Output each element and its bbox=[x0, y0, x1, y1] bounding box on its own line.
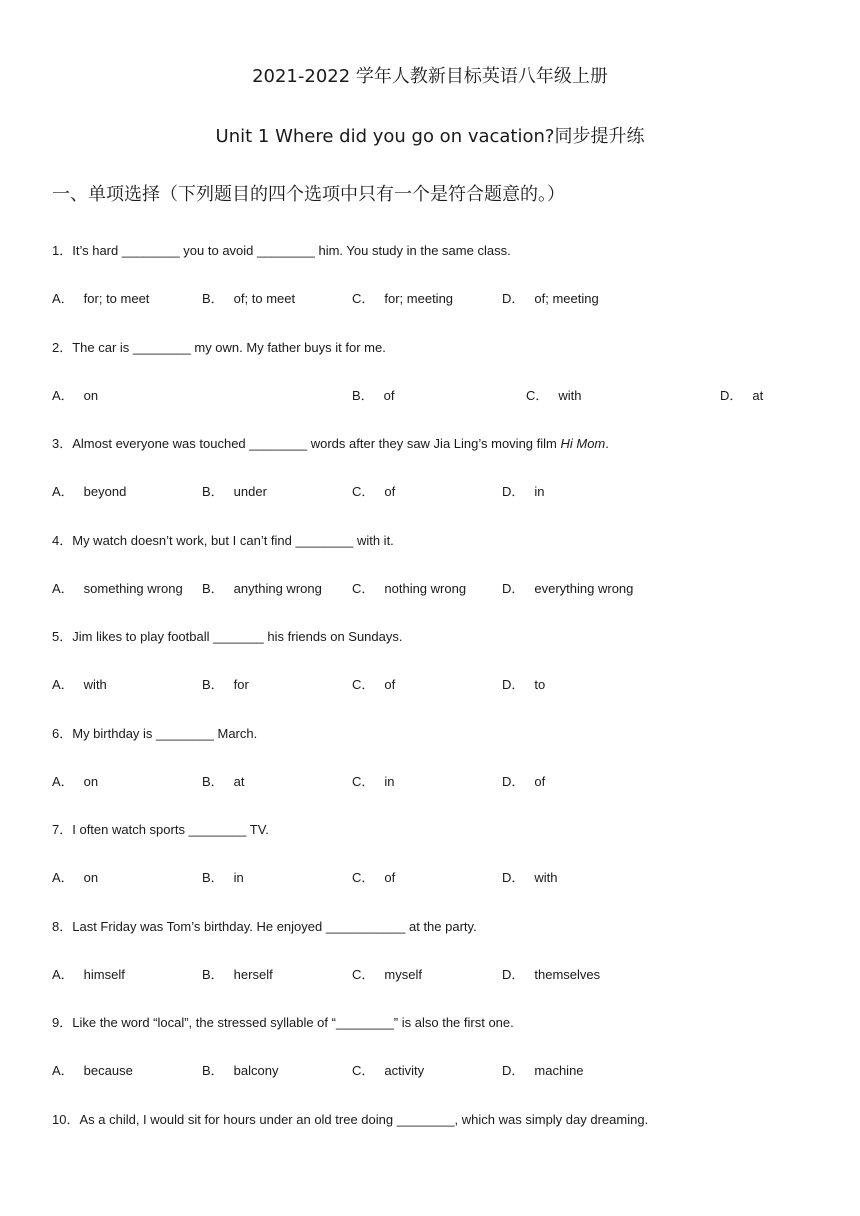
option-letter: B． bbox=[352, 388, 374, 403]
option-text: on bbox=[83, 388, 99, 403]
question-9 bbox=[52, 1012, 514, 1031]
option-text: myself bbox=[384, 967, 422, 982]
option-letter: D． bbox=[502, 291, 525, 306]
question-7 bbox=[52, 819, 269, 838]
option-b[interactable] bbox=[202, 481, 267, 500]
option-text: with bbox=[558, 388, 582, 403]
option-c[interactable] bbox=[352, 771, 395, 790]
option-a[interactable] bbox=[52, 674, 107, 693]
option-d[interactable] bbox=[502, 1060, 584, 1079]
option-text: everything wrong bbox=[534, 581, 634, 596]
option-letter: C． bbox=[352, 1063, 375, 1078]
option-c[interactable] bbox=[352, 867, 395, 886]
option-text: activity bbox=[384, 1063, 425, 1078]
option-text: beyond bbox=[83, 484, 127, 499]
option-text: for; to meet bbox=[83, 291, 150, 306]
question-text: My watch doesn’t work, but I can’t find ________ with it. bbox=[72, 533, 394, 548]
question-number: 4． bbox=[52, 533, 73, 548]
option-b[interactable] bbox=[202, 578, 322, 597]
question-3 bbox=[52, 433, 609, 452]
options-row bbox=[52, 771, 812, 789]
option-letter: B． bbox=[202, 774, 224, 789]
option-letter: A． bbox=[52, 774, 74, 789]
option-letter: B． bbox=[202, 967, 224, 982]
option-letter: A． bbox=[52, 291, 74, 306]
option-text: on bbox=[83, 870, 99, 885]
option-c[interactable] bbox=[352, 674, 395, 693]
options-row bbox=[52, 1060, 812, 1078]
option-letter: D． bbox=[502, 870, 525, 885]
options-row bbox=[52, 674, 812, 692]
option-text: himself bbox=[83, 967, 125, 982]
option-c[interactable] bbox=[352, 288, 453, 307]
option-text: of bbox=[383, 388, 395, 403]
option-b[interactable] bbox=[202, 964, 273, 983]
option-b[interactable] bbox=[202, 674, 249, 693]
question-2 bbox=[52, 337, 386, 356]
option-letter: A． bbox=[52, 581, 74, 596]
option-a[interactable] bbox=[52, 1060, 133, 1079]
option-letter: B． bbox=[202, 484, 224, 499]
option-d[interactable] bbox=[502, 964, 600, 983]
question-text: It’s hard ________ you to avoid ________ him. You study in the same class. bbox=[72, 243, 511, 258]
question-text: Like the word “local”, the stressed syllable of “________” is also the first one. bbox=[72, 1015, 514, 1030]
option-text: of; to meet bbox=[233, 291, 296, 306]
option-a[interactable] bbox=[52, 578, 183, 597]
question-1 bbox=[52, 240, 511, 259]
option-b[interactable] bbox=[202, 771, 245, 790]
option-text: for bbox=[233, 677, 249, 692]
question-text: Last Friday was Tom’s birthday. He enjoyed ___________ at the party. bbox=[72, 919, 477, 934]
option-b[interactable] bbox=[352, 385, 395, 404]
option-letter: A． bbox=[52, 388, 74, 403]
document-subtitle: Unit 1 Where did you go on vacation?同步提升练 bbox=[215, 126, 645, 147]
option-text: in bbox=[384, 774, 395, 789]
option-d[interactable] bbox=[502, 771, 545, 790]
option-text: machine bbox=[534, 1063, 584, 1078]
option-text: of bbox=[384, 484, 396, 499]
options-row bbox=[52, 385, 812, 403]
options-row bbox=[52, 578, 812, 596]
option-a[interactable] bbox=[52, 964, 125, 983]
option-text: under bbox=[233, 484, 267, 499]
options-row bbox=[52, 481, 812, 499]
question-text: Almost everyone was touched ________ words after they saw Jia Ling’s moving film bbox=[72, 436, 561, 451]
option-d[interactable] bbox=[720, 385, 763, 404]
option-letter: D． bbox=[502, 581, 525, 596]
question-4 bbox=[52, 530, 394, 549]
option-a[interactable] bbox=[52, 771, 98, 790]
option-letter: D． bbox=[502, 967, 525, 982]
option-letter: A． bbox=[52, 677, 74, 692]
question-number: 6． bbox=[52, 726, 73, 741]
option-d[interactable] bbox=[502, 674, 545, 693]
option-letter: B． bbox=[202, 677, 224, 692]
option-text: balcony bbox=[233, 1063, 279, 1078]
option-text: of; meeting bbox=[534, 291, 599, 306]
option-letter: B． bbox=[202, 581, 224, 596]
option-text: for; meeting bbox=[384, 291, 454, 306]
option-a[interactable] bbox=[52, 385, 98, 404]
option-c[interactable] bbox=[352, 481, 395, 500]
option-text: of bbox=[384, 870, 396, 885]
option-text: nothing wrong bbox=[384, 581, 467, 596]
question-number: 8． bbox=[52, 919, 73, 934]
option-letter: D． bbox=[502, 484, 525, 499]
question-number: 7． bbox=[52, 822, 73, 837]
option-a[interactable] bbox=[52, 867, 98, 886]
question-10 bbox=[52, 1109, 648, 1128]
option-b[interactable] bbox=[202, 1060, 278, 1079]
option-text: with bbox=[534, 870, 558, 885]
option-d[interactable] bbox=[502, 288, 599, 307]
question-text: The car is ________ my own. My father buys it for me. bbox=[72, 340, 386, 355]
option-c[interactable] bbox=[352, 578, 466, 597]
option-a[interactable] bbox=[52, 481, 126, 500]
option-letter: D． bbox=[502, 774, 525, 789]
option-text: herself bbox=[233, 967, 273, 982]
option-letter: D． bbox=[502, 1063, 525, 1078]
section-heading: 一、单项选择（下列题目的四个选项中只有一个是符合题意的。） bbox=[52, 184, 565, 205]
options-row bbox=[52, 964, 812, 982]
option-letter: A． bbox=[52, 484, 74, 499]
option-letter: D． bbox=[720, 388, 743, 403]
option-letter: D． bbox=[502, 677, 525, 692]
options-row bbox=[52, 288, 812, 306]
option-letter: C． bbox=[352, 677, 375, 692]
option-letter: C． bbox=[352, 291, 375, 306]
question-8 bbox=[52, 916, 477, 935]
option-d[interactable] bbox=[502, 867, 558, 886]
option-b[interactable] bbox=[202, 867, 244, 886]
option-text: because bbox=[83, 1063, 133, 1078]
options-row bbox=[52, 867, 812, 885]
question-text: My birthday is ________ March. bbox=[72, 726, 258, 741]
question-number: 5． bbox=[52, 629, 73, 644]
option-letter: A． bbox=[52, 1063, 74, 1078]
question-number: 10． bbox=[52, 1112, 80, 1127]
option-text: at bbox=[752, 388, 764, 403]
option-letter: A． bbox=[52, 967, 74, 982]
option-letter: C． bbox=[352, 870, 375, 885]
question-text: Jim likes to play football _______ his friends on Sundays. bbox=[72, 629, 403, 644]
option-letter: C． bbox=[526, 388, 549, 403]
option-c[interactable] bbox=[526, 385, 582, 404]
question-italic-title: Hi Mom bbox=[560, 436, 606, 451]
question-number: 1． bbox=[52, 243, 73, 258]
question-number: 3． bbox=[52, 436, 73, 451]
option-letter: C． bbox=[352, 484, 375, 499]
option-letter: C． bbox=[352, 774, 375, 789]
option-letter: B． bbox=[202, 291, 224, 306]
question-number: 9． bbox=[52, 1015, 73, 1030]
question-text-end: . bbox=[605, 436, 609, 451]
option-d[interactable] bbox=[502, 481, 545, 500]
option-text: of bbox=[534, 774, 546, 789]
option-d[interactable] bbox=[502, 578, 633, 597]
option-text: on bbox=[83, 774, 99, 789]
option-text: anything wrong bbox=[233, 581, 322, 596]
option-text: in bbox=[233, 870, 244, 885]
option-letter: B． bbox=[202, 870, 224, 885]
option-b[interactable] bbox=[202, 288, 295, 307]
document-title: 2021-2022 学年人教新目标英语八年级上册 bbox=[252, 66, 608, 87]
question-number: 2． bbox=[52, 340, 73, 355]
option-c[interactable] bbox=[352, 1060, 424, 1079]
option-letter: B． bbox=[202, 1063, 224, 1078]
question-6 bbox=[52, 723, 257, 742]
option-a[interactable] bbox=[52, 288, 149, 307]
option-letter: A． bbox=[52, 870, 74, 885]
option-text: to bbox=[534, 677, 546, 692]
option-letter: C． bbox=[352, 967, 375, 982]
question-text: I often watch sports ________ TV. bbox=[72, 822, 269, 837]
option-c[interactable] bbox=[352, 964, 422, 983]
option-text: in bbox=[534, 484, 545, 499]
option-text: themselves bbox=[534, 967, 601, 982]
option-text: at bbox=[233, 774, 245, 789]
question-5 bbox=[52, 626, 402, 645]
option-letter: C． bbox=[352, 581, 375, 596]
question-text: As a child, I would sit for hours under an old tree doing ________, which was simply day dreaming. bbox=[79, 1112, 649, 1127]
option-text: something wrong bbox=[83, 581, 183, 596]
option-text: of bbox=[384, 677, 396, 692]
option-text: with bbox=[83, 677, 107, 692]
